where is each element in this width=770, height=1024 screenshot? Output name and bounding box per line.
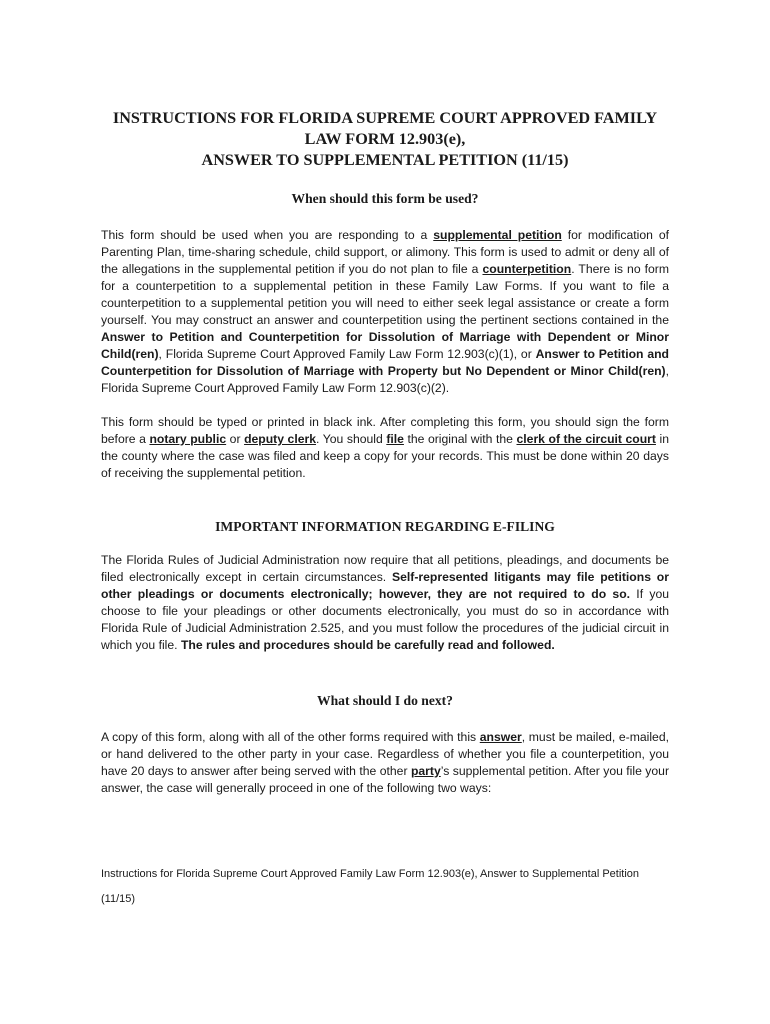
page-footer <box>101 867 681 907</box>
document-page <box>101 108 669 797</box>
footer-form-title: Instructions for Florida Supreme Court Approved Family Law Form 12.903(e), Answer to Supplemental Petition <box>101 868 640 880</box>
paragraph-usage: This form should be used when you are responding to a supplemental petition for modification of Parenting Plan, time-sharing schedule, child support, or alimony. This form is used to admit or deny all of the allegations in the supplemental petition if you do not plan to file a counterpetition. There is no form for a counterpetition to a supplemental petition in these Family Law Forms. If you want to file a counterpetition to a supplemental petition you will need to either seek legal assistance or create a form yourself. You may construct an answer and counterpetition using the pertinent sections contained in the Answer to Petition and Counterpetition for Dissolution of Marriage with Dependent or Minor Child(ren), Florida Supreme Court Approved Family Law Form 12.903(c)(1), or Answer to Petition and Counterpetition for Dissolution of Marriage with Property but No Dependent or Minor Child(ren), Florida Supreme Court Approved Family Law Form 12.903(c)(2). <box>101 228 669 395</box>
link-notary-public[interactable]: notary public <box>149 432 227 446</box>
form-name-no-children: Answer to Petition and Counterpetition for Dissolution of Marriage with Property but No Dependent or Minor Child(ren) <box>101 347 669 378</box>
paragraph-next-steps: A copy of this form, along with all of the other forms required with this answer, must be mailed, e-mailed, or hand delivered to the other party in your case. Regardless of whether you file a counterpetition, you have 20 days to answer after being served with the other party’s supplemental petition. After you file your answer, the case will generally proceed in one of the following two ways: <box>101 730 670 795</box>
link-file[interactable]: file <box>386 432 404 446</box>
link-answer[interactable]: answer <box>479 730 522 744</box>
section-heading-next: What should I do next? <box>317 693 453 708</box>
link-clerk-of-circuit-court[interactable]: clerk of the circuit court <box>516 432 656 446</box>
title-line-2: LAW FORM 12.903(e), <box>304 130 466 148</box>
title-line-1: INSTRUCTIONS FOR FLORIDA SUPREME COURT APPROVED FAMILY <box>112 109 658 127</box>
section-heading-efiling: IMPORTANT INFORMATION REGARDING E-FILING <box>215 519 555 534</box>
footer-revision-date: (11/15) <box>101 893 136 905</box>
paragraph-efiling: The Florida Rules of Judicial Administration now require that all petitions, pleadings, and documents be filed electronically except in certain circumstances. Self-represented litigants may file petitions or other pleadings or documents electronically; however, they are not required to do so. If you choose to file your pleadings or other documents electronically, you must do so in accordance with Florida Rule of Judicial Administration 2.525, and you must follow the procedures of the judicial circuit in which you file. The rules and procedures should be carefully read and followed. <box>101 553 670 652</box>
link-deputy-clerk[interactable]: deputy clerk <box>244 432 317 446</box>
title-line-3: ANSWER TO SUPPLEMENTAL PETITION (11/15) <box>201 151 569 169</box>
document-title <box>101 108 669 171</box>
paragraph-filing: This form should be typed or printed in black ink. After completing this form, you should sign the form before a notary public or deputy clerk. You should file the original with the clerk of the circuit court in the county where the case was filed and keep a copy for your records. This must be done within 20 days of receiving the supplemental petition. <box>101 415 669 480</box>
section-heading-when: When should this form be used? <box>291 191 479 206</box>
form-name-with-children: Answer to Petition and Counterpetition for Dissolution of Marriage with Dependent or Minor Child(ren) <box>101 330 669 361</box>
link-party[interactable]: party <box>410 764 441 778</box>
link-supplemental-petition[interactable]: supplemental petition <box>433 228 562 242</box>
link-counterpetition[interactable]: counterpetition <box>482 262 572 276</box>
